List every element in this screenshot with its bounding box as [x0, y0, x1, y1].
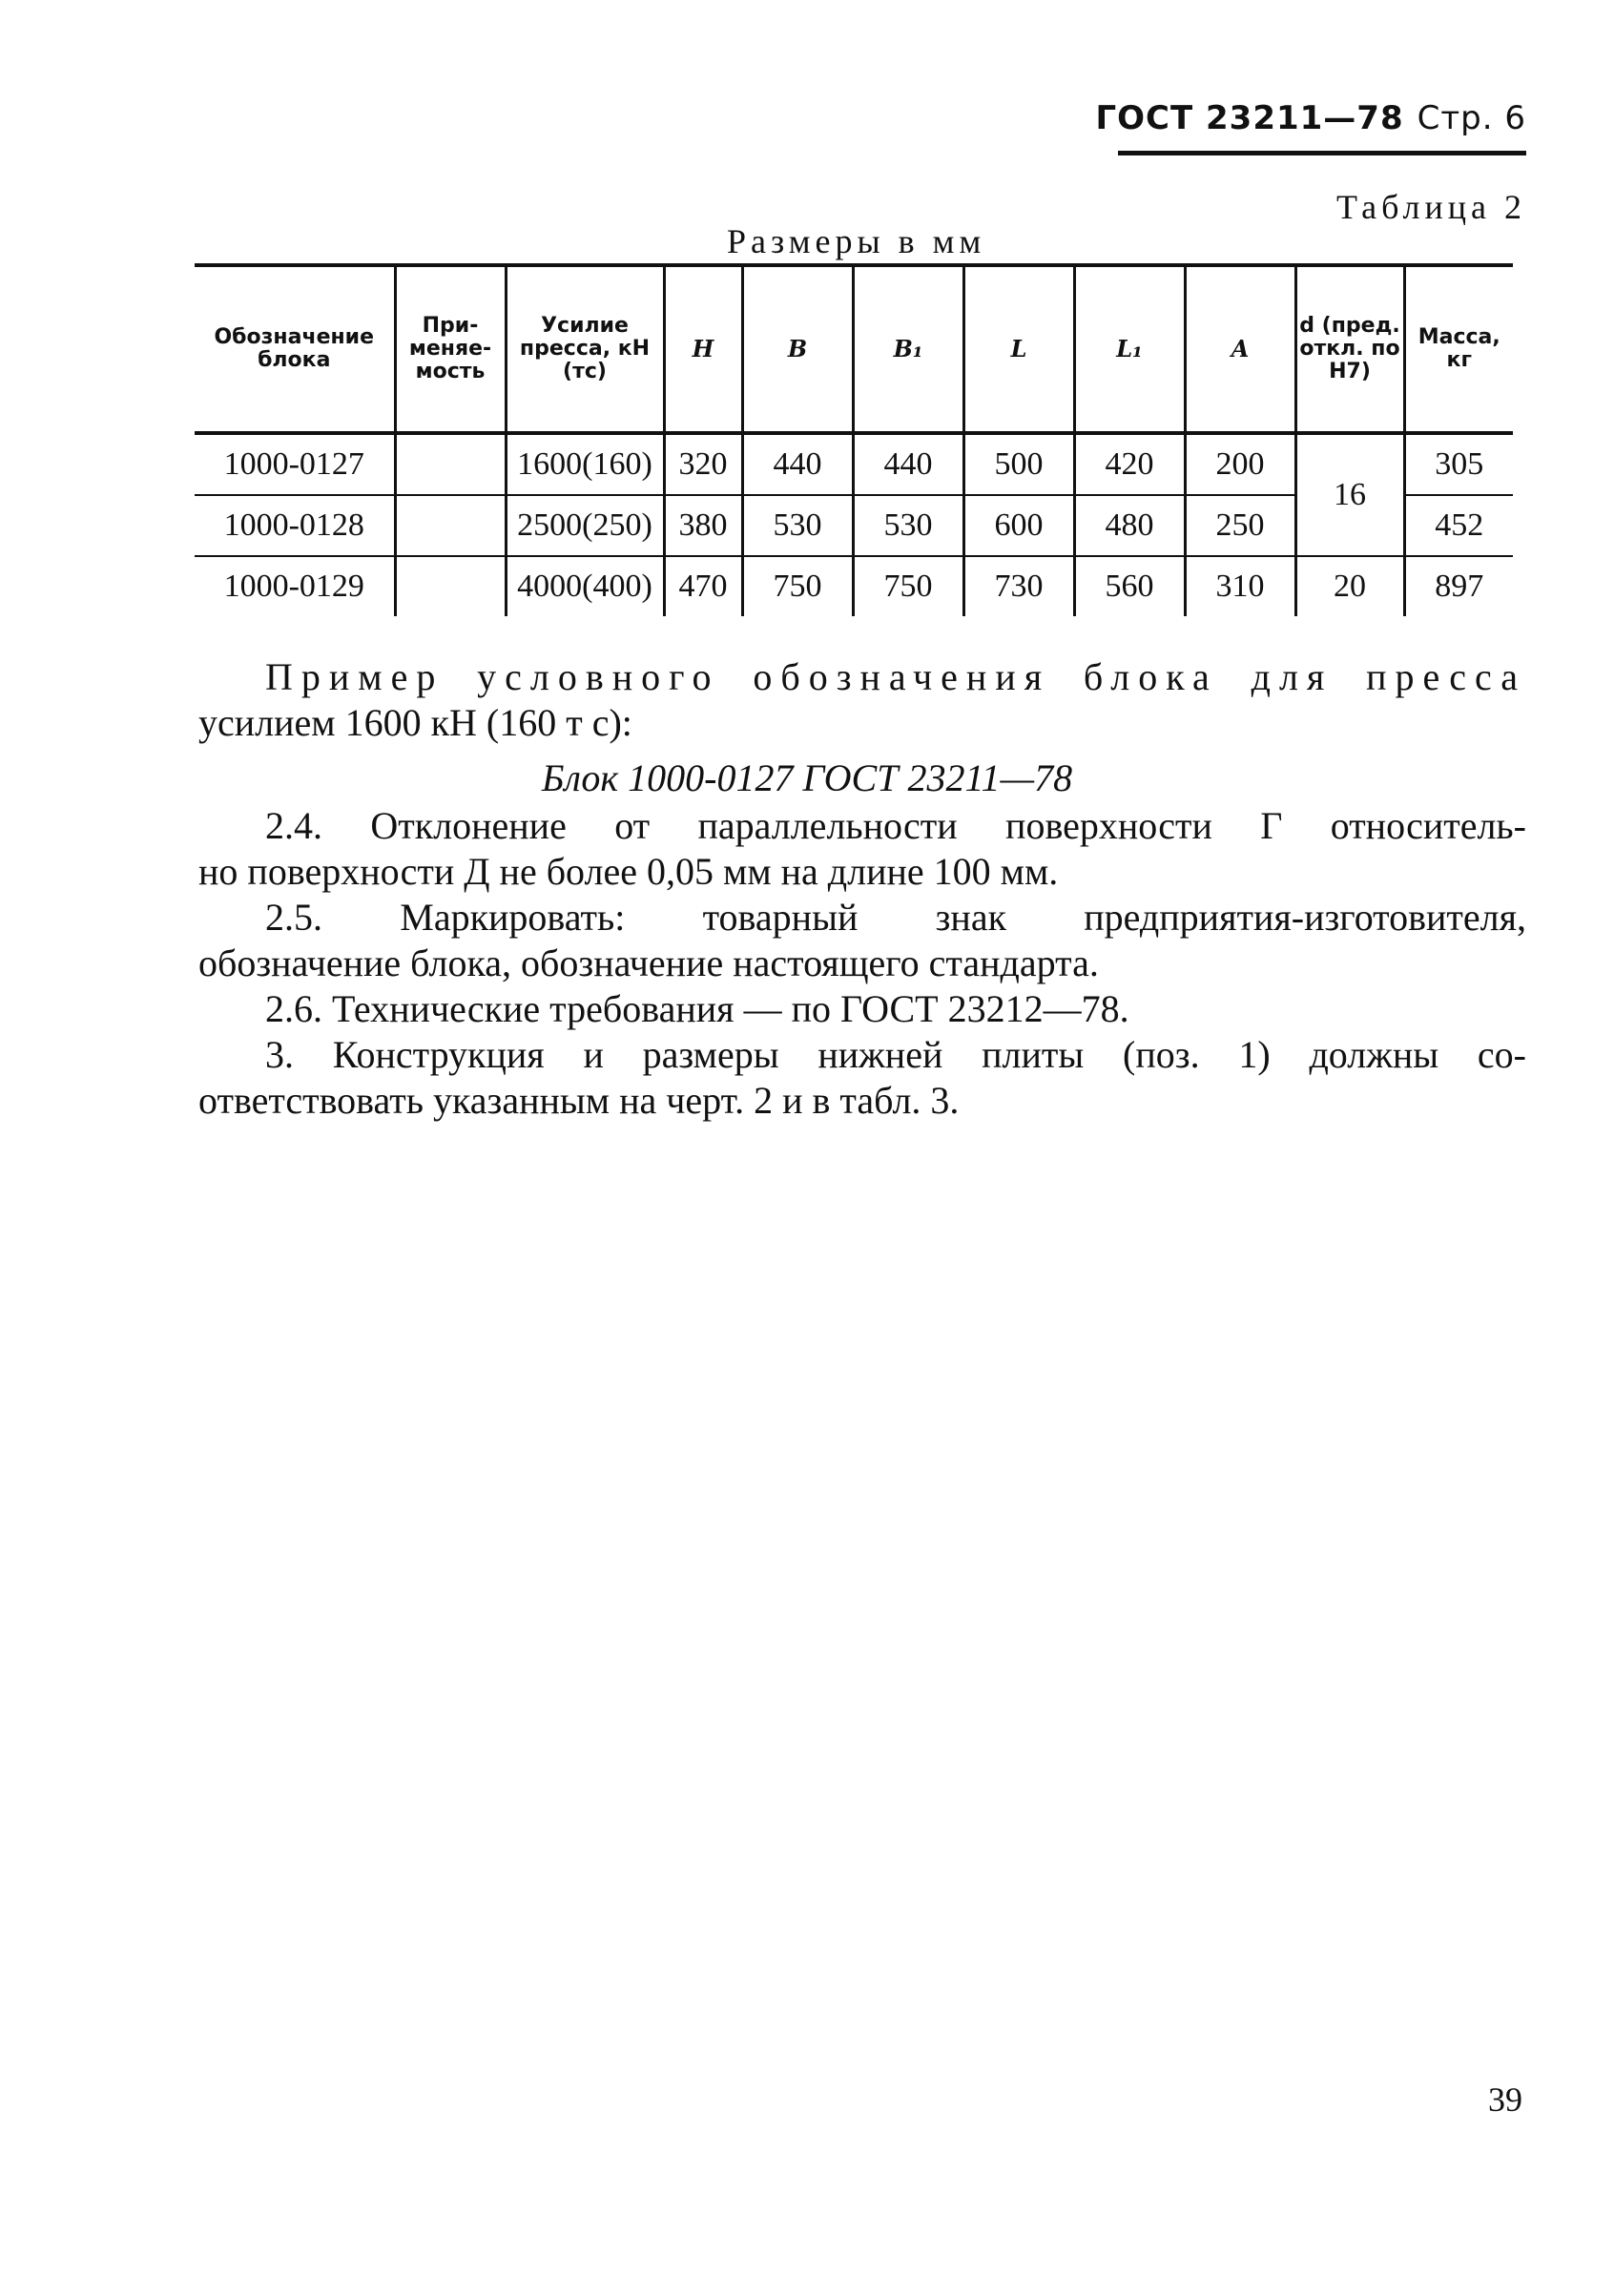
- cell-mass: 452: [1404, 495, 1513, 556]
- example-intro: Пример условного обозначения блока для пресса: [265, 655, 1526, 698]
- cell-mass: 897: [1404, 556, 1513, 616]
- col-header-mass: Масса, кг: [1404, 265, 1513, 433]
- cell-H: 470: [664, 556, 742, 616]
- cell-A: 250: [1185, 495, 1295, 556]
- cell-H: 320: [664, 433, 742, 495]
- table-header-row: [195, 265, 1513, 433]
- header-standard: ГОСТ 23211—78: [1095, 99, 1404, 137]
- cell-A: 200: [1185, 433, 1295, 495]
- cell-A: 310: [1185, 556, 1295, 616]
- cell-B: 530: [742, 495, 853, 556]
- cell-L: 730: [963, 556, 1074, 616]
- col-header-d: d (пред. откл. по H7): [1295, 265, 1404, 433]
- col-header-L1: L₁: [1074, 265, 1185, 433]
- running-header: [1095, 99, 1526, 137]
- dimensions-table: [195, 263, 1513, 616]
- table-label: Таблица 2: [1336, 188, 1526, 226]
- cell-force: 4000(400): [506, 556, 664, 616]
- table-units: Размеры в мм: [727, 222, 986, 260]
- example-designation: Блок 1000-0127 ГОСТ 23211—78: [541, 756, 1073, 799]
- cell-B: 750: [742, 556, 853, 616]
- col-header-B1: B₁: [853, 265, 963, 433]
- cell-force: 1600(160): [506, 433, 664, 495]
- cell-B1: 750: [853, 556, 963, 616]
- cell-mass: 305: [1404, 433, 1513, 495]
- page-number: 39: [1488, 2080, 1522, 2119]
- cell-applicability: [395, 556, 506, 616]
- clause-3-line2: ответствовать указанным на черт. 2 и в табл. 3.: [198, 1079, 960, 1122]
- clause-2-5-line1: 2.5. Маркировать: товарный знак предприятия-изготовителя,: [265, 896, 1526, 939]
- cell-applicability: [395, 433, 506, 495]
- clause-2-4-line1: 2.4. Отклонение от параллельности поверхности Г относитель-: [265, 804, 1526, 847]
- cell-L1: 480: [1074, 495, 1185, 556]
- col-header-force: Усилие пресса, кН (тс): [506, 265, 664, 433]
- cell-designation: 1000-0129: [223, 569, 364, 604]
- cell-designation: 1000-0128: [195, 495, 395, 556]
- col-header-L: L: [963, 265, 1074, 433]
- clause-2-5-line2: обозначение блока, обозначение настоящего стандарта.: [198, 941, 1099, 984]
- col-header-B: B: [742, 265, 853, 433]
- clause-2-6: 2.6. Технические требования — по ГОСТ 23212—78.: [265, 987, 1129, 1030]
- col-header-applicability: При-меняе-мость: [395, 265, 506, 433]
- col-header-designation: Обозначение блока: [195, 265, 395, 433]
- table-row: [195, 433, 1513, 495]
- cell-designation: 1000-0127: [195, 433, 395, 495]
- cell-B1: 440: [853, 433, 963, 495]
- header-rule: [1118, 151, 1526, 155]
- col-header-H: H: [664, 265, 742, 433]
- cell-L: 600: [963, 495, 1074, 556]
- cell-force: 2500(250): [506, 495, 664, 556]
- clause-2-4-line2: но поверхности Д не более 0,05 мм на длине 100 мм.: [198, 850, 1059, 893]
- cell-L1: 420: [1074, 433, 1185, 495]
- cell-L: 500: [963, 433, 1074, 495]
- clause-3-line1: 3. Конструкция и размеры нижней плиты (поз. 1) должны со-: [265, 1033, 1526, 1076]
- example-line2: усилием 1600 кН (160 т с):: [198, 701, 632, 744]
- cell-applicability: [395, 495, 506, 556]
- header-page: Стр. 6: [1417, 99, 1526, 137]
- table-row: [195, 556, 1513, 616]
- cell-d: 16: [1295, 433, 1404, 556]
- cell-L1: 560: [1074, 556, 1185, 616]
- col-header-A: A: [1185, 265, 1295, 433]
- cell-B: 440: [742, 433, 853, 495]
- cell-d: 20: [1295, 556, 1404, 616]
- cell-B1: 530: [853, 495, 963, 556]
- cell-H: 380: [664, 495, 742, 556]
